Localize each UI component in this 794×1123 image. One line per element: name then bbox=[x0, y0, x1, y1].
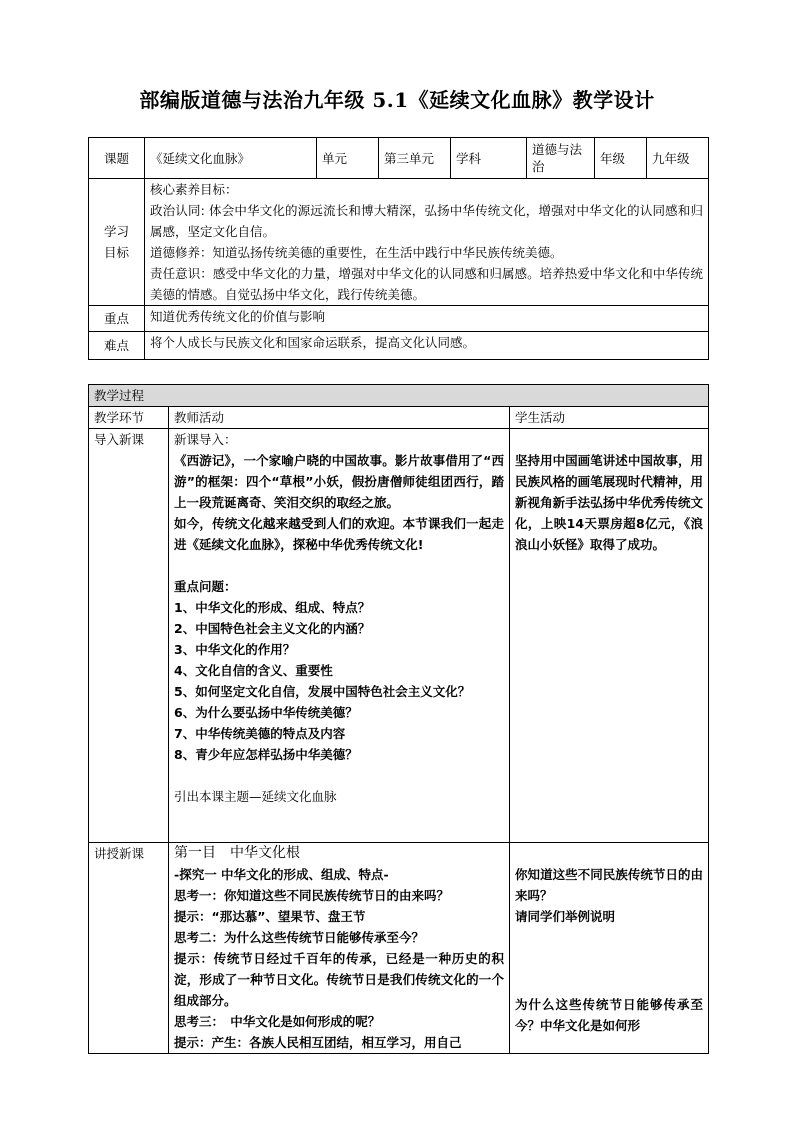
intro-teacher bbox=[169, 429, 510, 843]
spacer bbox=[174, 555, 504, 576]
new-lesson-row bbox=[89, 843, 709, 1054]
intro-row bbox=[89, 429, 709, 843]
student-instruction: 请同学们举例说明 bbox=[515, 909, 616, 924]
difficulty-label: 难点 bbox=[89, 332, 145, 360]
goals-label-1: 学习 bbox=[103, 224, 129, 239]
subject-value: 道德与法治 bbox=[527, 138, 595, 179]
process-header: 教学过程 bbox=[89, 385, 709, 407]
intro-paragraph: 《西游记》，一个家喻户晓的中国故事。影片故事借用了“西游”的框架：四个“草根”小妖，假扮唐僧师徒组团西行，踏上一段荒诞离奇、笑泪交织的取经之旅。 bbox=[174, 453, 504, 510]
intro-student-text: 坚持用中国画笔讲述中国故事，用民族风格的画笔展现时代精神，用新视角新手法弘扬中华优秀传统文化，上映14天票房超8亿元，《浪浪山小妖怪》取得了成功。 bbox=[515, 453, 704, 552]
explore-heading: -探究一 中华文化的形成、组成、特点- bbox=[174, 867, 389, 882]
intro-stage: 导入新课 bbox=[89, 429, 169, 843]
intro-student bbox=[510, 429, 709, 843]
teaching-process-table bbox=[88, 384, 709, 1054]
question-item: 7、中华传统美德的特点及内容 bbox=[174, 726, 346, 741]
think-question: 思考一：你知道这些不同民族传统节日的由来吗？ bbox=[174, 888, 450, 903]
new-stage: 讲授新课 bbox=[89, 843, 169, 1054]
goals-label bbox=[89, 179, 145, 306]
spacer bbox=[515, 969, 703, 990]
new-teacher bbox=[169, 843, 510, 1054]
lesson-label: 课题 bbox=[89, 138, 145, 179]
goals-content bbox=[145, 179, 709, 306]
goals-line: 政治认同: 体会中华文化的源远流长和博大精深，弘扬中华传统文化，增强对中华文化的认同感和归属感，坚定文化自信。 bbox=[150, 203, 703, 239]
question-item: 2、中国特色社会主义文化的内涵？ bbox=[174, 621, 371, 636]
key-point-label: 重点 bbox=[89, 306, 145, 332]
grade-label: 年级 bbox=[595, 138, 647, 179]
think-question: 思考三： 中华文化是如何形成的呢？ bbox=[174, 1014, 381, 1029]
subject-label: 学科 bbox=[451, 138, 527, 179]
info-row bbox=[89, 138, 709, 179]
question-item: 6、为什么要弘扬中华传统美德？ bbox=[174, 705, 358, 720]
page-title: 部编版道德与法治九年级 5.1《延续文化血脉》教学设计 bbox=[139, 88, 655, 112]
section-title: 第一目 中华文化根 bbox=[174, 845, 300, 861]
question-item: 5、如何坚定文化自信，发展中国特色社会主义文化？ bbox=[174, 684, 471, 699]
question-item: 1、中华文化的形成、组成、特点？ bbox=[174, 600, 371, 615]
question-item: 4、文化自信的含义、重要性 bbox=[174, 663, 333, 678]
col-stage-header: 教学环节 bbox=[89, 407, 169, 429]
hint-text: 提示：产生：各族人民相互团结，相互学习，用自己 bbox=[174, 1035, 462, 1050]
goals-label-2: 目标 bbox=[103, 245, 129, 260]
spacer bbox=[515, 948, 703, 969]
intro-heading: 新课导入： bbox=[174, 432, 237, 447]
lesson-info-table bbox=[88, 137, 709, 360]
think-question: 思考二：为什么这些传统节日能够传承至今？ bbox=[174, 930, 425, 945]
new-student bbox=[510, 843, 709, 1054]
process-header-row bbox=[89, 385, 709, 407]
grade-value: 九年级 bbox=[647, 138, 709, 179]
questions-heading: 重点问题： bbox=[174, 579, 237, 594]
goals-line: 道德修养：知道弘扬传统美德的重要性，在生活中践行中华民族传统美德。 bbox=[150, 245, 563, 260]
col-teacher-header: 教师活动 bbox=[169, 407, 510, 429]
unit-label: 单元 bbox=[317, 138, 379, 179]
spacer bbox=[174, 765, 504, 786]
intro-paragraph: 如今，传统文化越来越受到人们的欢迎。本节课我们一起走进《延续文化血脉》，探秘中华优秀传统文化! bbox=[174, 516, 504, 552]
spacer bbox=[515, 927, 703, 948]
goals-row bbox=[89, 179, 709, 306]
hint-text: 提示：“那达慕”、望果节、盘王节 bbox=[174, 909, 366, 924]
goals-line: 核心素养目标： bbox=[150, 182, 238, 197]
difficulty-text: 将个人成长与民族文化和国家命运联系，提高文化认同感。 bbox=[145, 332, 709, 360]
lesson-value: 《延续文化血脉》 bbox=[145, 138, 317, 179]
col-student-header: 学生活动 bbox=[510, 407, 709, 429]
key-point-row bbox=[89, 306, 709, 332]
hint-text: 提示：传统节日经过千百年的传承，已经是一种历史的积淀，形成了一种节日文化。传统节日是我们传统文化的一个组成部分。 bbox=[174, 951, 504, 1008]
column-header-row bbox=[89, 407, 709, 429]
student-question: 为什么这些传统节日能够传承至今？中华文化是如何形 bbox=[515, 997, 704, 1033]
key-point-text: 知道优秀传统文化的价值与影响 bbox=[145, 306, 709, 332]
goals-line: 责任意识：感受中华文化的力量，增强对中华文化的认同感和归属感。培养热爱中华文化和中华传统美德的情感。自觉弘扬中华文化，践行传统美德。 bbox=[150, 266, 703, 302]
question-item: 3、中华文化的作用？ bbox=[174, 642, 296, 657]
difficulty-row bbox=[89, 332, 709, 360]
question-item: 8、青少年应怎样弘扬中华美德？ bbox=[174, 747, 358, 762]
topic-line: 引出本课主题—延续文化血脉 bbox=[174, 789, 337, 804]
unit-value: 第三单元 bbox=[379, 138, 451, 179]
student-question: 你知道这些不同民族传统节日的由来吗？ bbox=[515, 867, 704, 903]
